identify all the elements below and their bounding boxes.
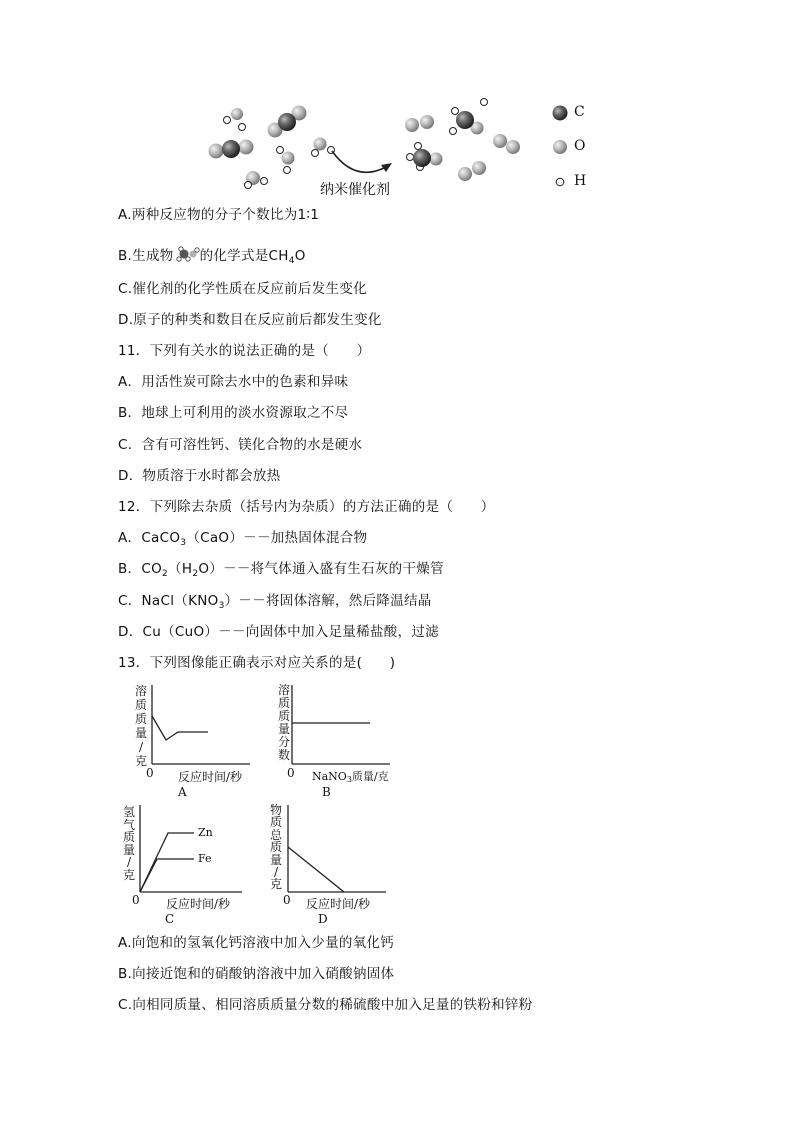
h2-molecule [312, 138, 335, 157]
graph-a-curve [152, 716, 208, 740]
q10-option-c: C.催化剂的化学性质在反应前后发生变化 [118, 281, 367, 297]
q13-option-b: B.向接近饱和的硝酸钠溶液中加入硝酸钠固体 [118, 966, 395, 982]
q12-stem: 12．下列除去杂质（括号内为杂质）的方法正确的是（ ） [118, 499, 495, 515]
q11-option-d: D．物质溶于水时都会放热 [118, 468, 281, 484]
q13-stem: 13．下列图像能正确表示对应关系的是( ) [118, 655, 396, 671]
catalyst-label: 纳米催化剂 [320, 182, 390, 198]
q12-option-b: B．$CO_2(H_2O)--$将气体通入盛有生石灰的干燥管 [118, 561, 444, 579]
graph-c-ylabel: 氢 气 质 量 / 克 [122, 805, 135, 882]
q13-option-a: A.向饱和的氢氧化钙溶液中加入少量的氧化钙 [118, 935, 395, 951]
q10-option-d: D.原子的种类和数目在反应前后都发生变化 [118, 312, 382, 328]
co2-molecule [209, 140, 254, 159]
h2-molecule [277, 147, 295, 174]
graph-c-fe-curve [140, 859, 194, 892]
q11-stem: 11．下列有关水的说法正确的是（ ） [118, 343, 371, 359]
legend-carbon-icon [553, 106, 568, 121]
reaction-arrow [332, 151, 386, 172]
graph-b-ylabel: 溶 质 质 量 分 数 [277, 683, 290, 762]
legend-label-h: H [574, 173, 587, 189]
graph-c-origin: 0 [132, 893, 140, 907]
q10-option-a: A.两种反应物的分子个数比为1∶1 [118, 207, 320, 223]
q13-option-c: C.向相同质量、相同溶质质量分数的稀硫酸中加入足量的铁粉和锌粉 [118, 997, 533, 1013]
graph-b-caption: B [322, 785, 331, 799]
graph-a-caption: A [178, 785, 187, 799]
q11-option-b: B．地球上可利用的淡水资源取之不尽 [118, 405, 349, 421]
legend-label-o: O [574, 138, 586, 154]
graph-a-xlabel: 反应时间/秒 [178, 770, 243, 784]
arrow-head-icon [381, 163, 392, 172]
graph-b-xlabel: NaNO3质量/克 [312, 770, 389, 784]
h2o-molecule [245, 171, 268, 189]
ch4o-molecule [450, 99, 488, 135]
q11-option-a: A．用活性炭可除去水中的色素和异味 [118, 374, 349, 390]
graph-d-xlabel: 反应时间/秒 [306, 897, 371, 911]
graph-a-ylabel: 溶 质 质 量 / 克 [134, 684, 147, 768]
graph-a-origin: 0 [146, 766, 154, 780]
graph-c-series-fe: Fe [198, 852, 212, 865]
h2-molecule [224, 108, 246, 131]
q12-option-a: A．CaCO$_3$（CaO）－－加热固体混合物 [118, 530, 368, 548]
q12-option-d: D．Cu（CuO）－－向固体中加入足量稀盐酸，过滤 [118, 624, 439, 640]
graph-d-ylabel: 物 质 总 质 量 / 克 [269, 803, 282, 892]
graph-d-origin: 0 [283, 893, 291, 907]
graph-c-xlabel: 反应时间/秒 [166, 897, 231, 911]
h2o-molecule [458, 161, 486, 181]
graph-c-caption: C [165, 912, 175, 926]
graph-c-zn-curve [140, 833, 194, 892]
graph-d-curve [288, 847, 344, 892]
legend-oxygen-icon [553, 140, 567, 154]
legend-label-c: C [574, 104, 585, 120]
graph-b-origin: 0 [287, 766, 295, 780]
graph-d-caption: D [318, 912, 328, 926]
q10-option-b: B.生成物 的化学式是$CH_4O$ [118, 248, 306, 266]
ch4o-molecule [407, 143, 443, 171]
legend-hydrogen-icon [556, 178, 564, 186]
reaction-diagram [200, 95, 620, 200]
q12-option-c: C．$NaCl(KNO_3)--$将固体溶解，然后降温结晶 [118, 593, 432, 611]
ch4o-molecule-icon [174, 246, 200, 262]
graph-d [266, 802, 406, 902]
co2-molecule [268, 106, 307, 138]
graph-c [120, 802, 260, 902]
o2-molecule [493, 134, 520, 154]
product-molecule [405, 115, 434, 132]
graph-c-series-zn: Zn [198, 826, 213, 839]
q11-option-c: C．含有可溶性钙、镁化合物的水是硬水 [118, 437, 363, 453]
